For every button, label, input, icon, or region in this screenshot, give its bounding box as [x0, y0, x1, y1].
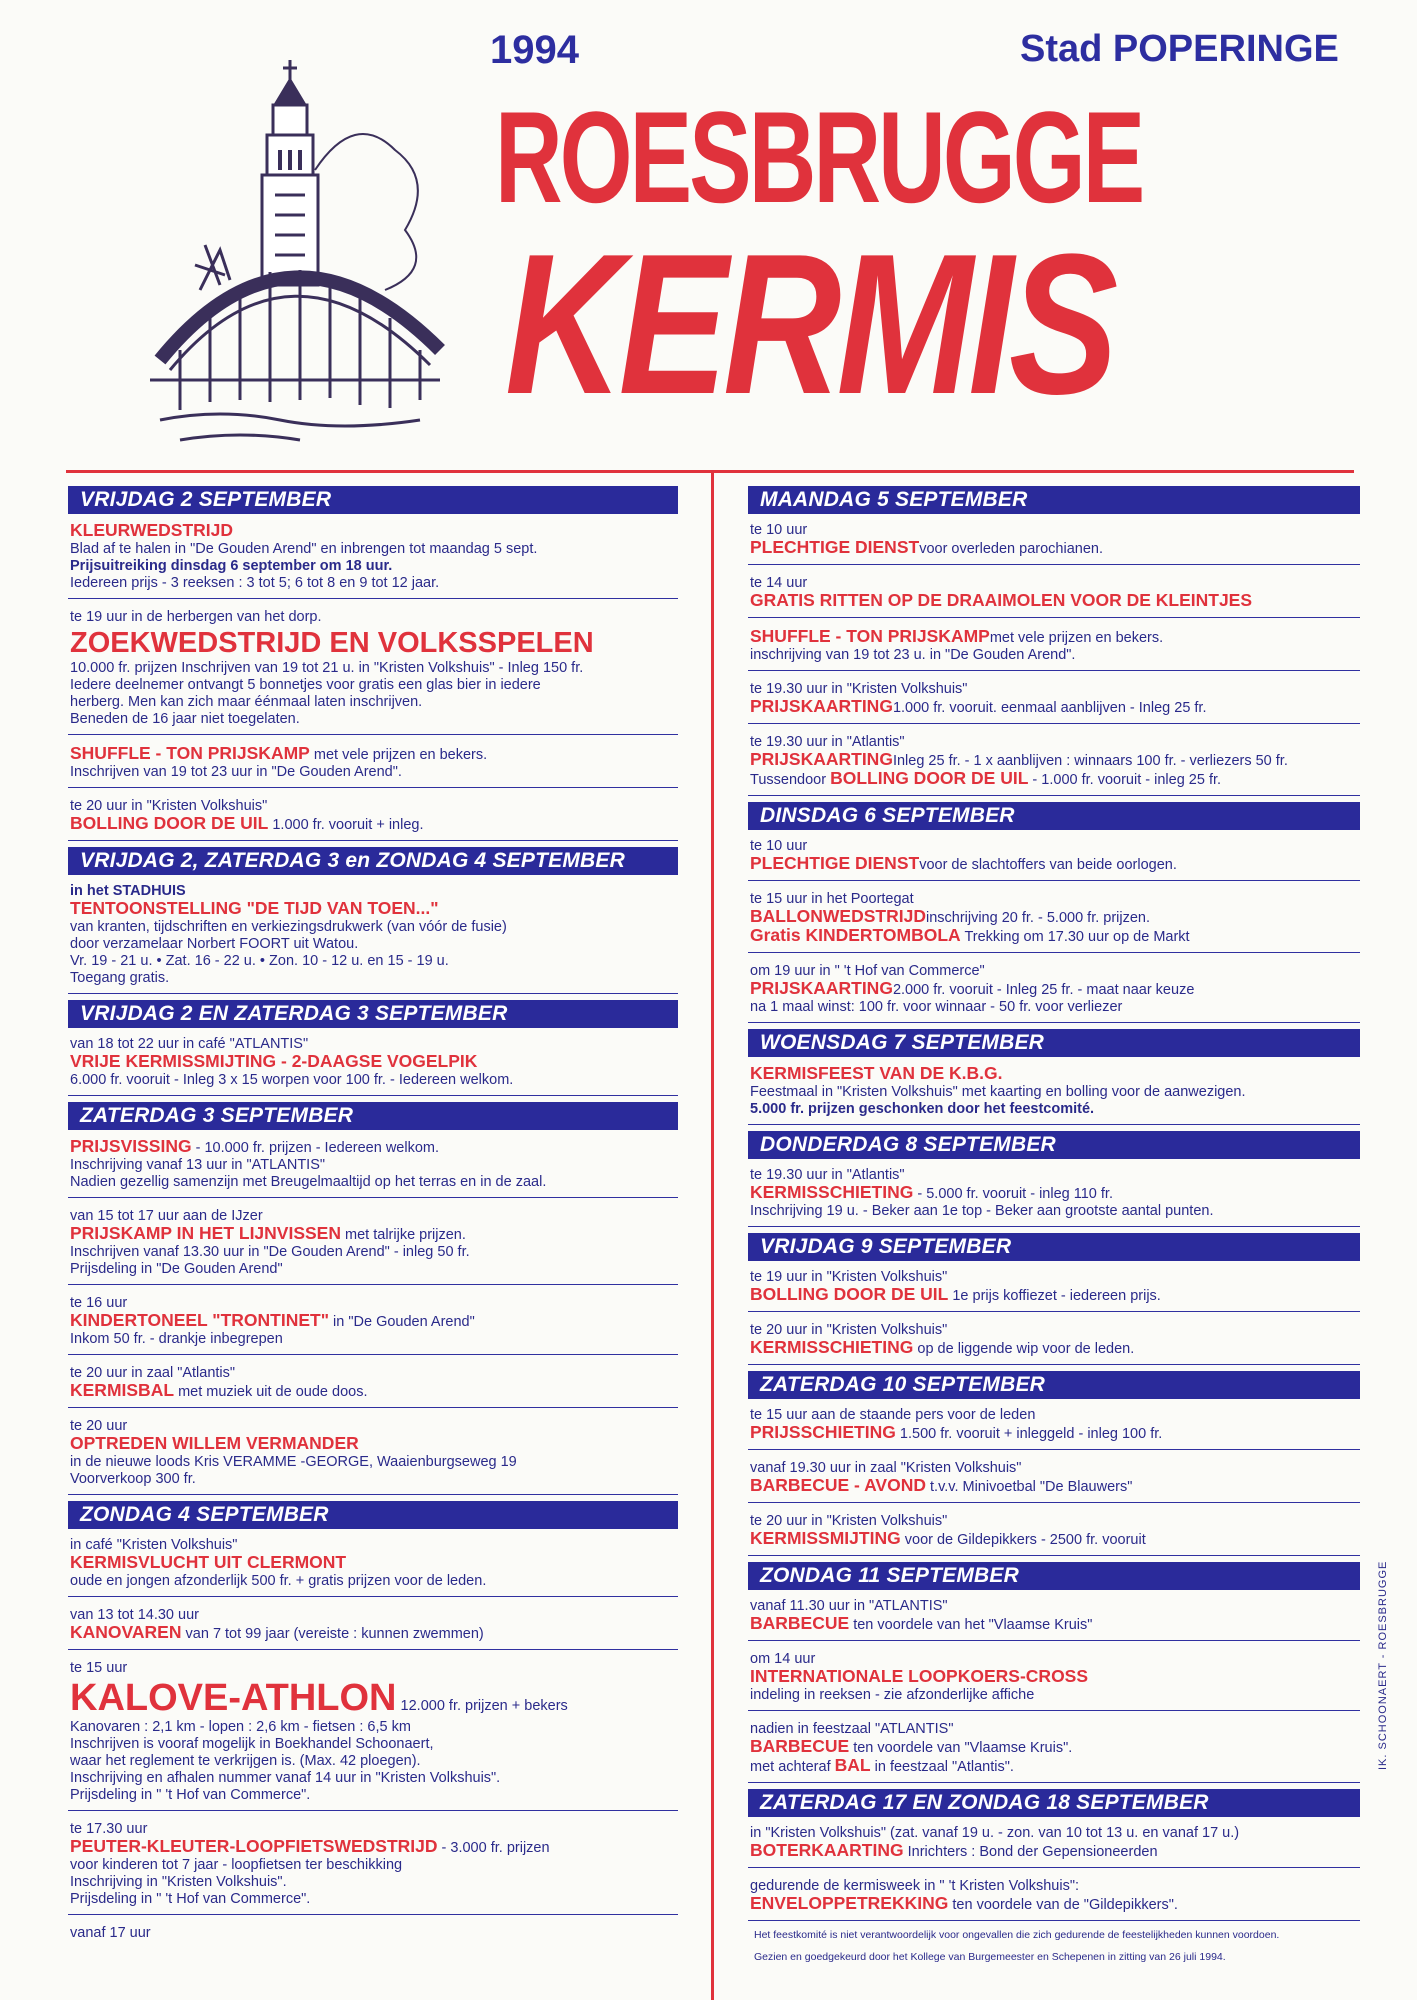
event-time: vanaf 17 uur [70, 1925, 151, 1941]
event-item [68, 1134, 678, 1198]
event-detail: ten voordele van het "Vlaamse Kruis" [853, 1617, 1093, 1633]
event-title: GRATIS RITTEN OP DE DRAAIMOLEN VOOR DE KLEINTJES [750, 590, 1253, 610]
event-time: van 13 tot 14.30 uur [70, 1607, 199, 1623]
event-detail: Prijsdeling in "De Gouden Arend" [70, 1261, 283, 1277]
disclaimer: Het feestkomité is niet verantwoordelijk voor ongevallen die zich gedurende de feestelijkheden kunnen voordoen. [754, 1929, 1280, 1941]
event-detail: 1.500 fr. vooruit + inleggeld - inleg 100 fr. [899, 1426, 1163, 1442]
event-detail: voor de slachtoffers van beide oorlogen. [919, 857, 1177, 873]
event-title: VRIJE KERMISSMIJTING - 2-DAAGSE VOGELPIK [70, 1051, 478, 1071]
event-detail: Inschrijven is vooraf mogelijk in Boekhandel Schoonaert, [70, 1736, 434, 1752]
event-title: KALOVE-ATHLON [70, 1677, 397, 1719]
event-time: vanaf 11.30 uur in "ATLANTIS" [750, 1598, 948, 1614]
event-detail: Prijsdeling in " 't Hof van Commerce". [70, 1891, 311, 1907]
event-item [748, 1318, 1360, 1365]
event-item [68, 1032, 678, 1096]
event-time: gedurende de kermisweek in " 't Kristen Volkshuis": [750, 1878, 1080, 1894]
event-detail: Prijsuitreiking dinsdag 6 september om 18 uur. [70, 558, 393, 574]
event-item [748, 1456, 1360, 1503]
event-title: BARBECUE [750, 1613, 850, 1633]
event-time: te 19.30 uur in "Atlantis" [750, 1167, 905, 1183]
event-item [68, 1603, 678, 1650]
event-item [68, 1414, 678, 1495]
event-item [68, 1817, 678, 1915]
event-title: INTERNATIONALE LOOPKOERS-CROSS [750, 1666, 1089, 1686]
poster-title-roesbrugge: ROESBRUGGE [495, 84, 1143, 230]
event-detail: door verzamelaar Norbert FOORT uit Watou. [70, 936, 359, 952]
event-item [68, 1533, 678, 1597]
event-detail: na 1 maal winst: 100 fr. voor winnaar - 50 fr. voor verliezer [750, 999, 1123, 1015]
event-item [748, 1594, 1360, 1641]
left-column [68, 482, 678, 1954]
church-bridge-illustration [140, 50, 460, 460]
event-title: BALLONWEDSTRIJD [750, 906, 926, 926]
event-detail: 5.000 fr. prijzen geschonken door het feestcomité. [750, 1101, 1095, 1117]
day-header: ZONDAG 11 SEPTEMBER [748, 1562, 1360, 1590]
event-item [748, 1163, 1360, 1227]
event-detail: ten voordele van de "Gildepikkers". [952, 1897, 1178, 1913]
event-time: te 19.30 uur in "Atlantis" [750, 734, 905, 750]
event-item [748, 1509, 1360, 1556]
event-title: KERMISSCHIETING [750, 1337, 914, 1357]
event-detail: Trekking om 17.30 uur op de Markt [964, 929, 1190, 945]
event-title: ZOEKWEDSTRIJD EN VOLKSSPELEN [70, 627, 594, 659]
event-title: BOLLING DOOR DE UIL [70, 813, 269, 833]
poster-title-kermis: KERMIS [505, 213, 1114, 436]
event-detail: Inrichters : Bond der Gepensioneerden [907, 1844, 1158, 1860]
event-time: in het STADHUIS [70, 883, 186, 899]
event-item [68, 1204, 678, 1285]
event-title: KANOVAREN [70, 1622, 182, 1642]
event-item [68, 879, 678, 994]
day-header: ZONDAG 4 SEPTEMBER [68, 1501, 678, 1529]
event-time: van 18 tot 22 uur in café "ATLANTIS" [70, 1036, 309, 1052]
event-title: BARBECUE [750, 1736, 850, 1756]
event-time: te 20 uur in "Kristen Volkshuis" [750, 1513, 948, 1529]
event-detail: - 1.000 fr. vooruit - inleg 25 fr. [1028, 772, 1222, 788]
event-title: KERMISFEEST VAN DE K.B.G. [750, 1063, 1003, 1083]
printer-credit: IK. SCHOONAERT - ROESBRUGGE [1377, 1560, 1389, 1770]
event-title: TENTOONSTELLING "DE TIJD VAN TOEN..." [70, 898, 439, 918]
event-detail: met vele prijzen en bekers. [313, 747, 488, 763]
event-detail: 12.000 fr. prijzen + bekers [400, 1698, 568, 1714]
event-item [748, 571, 1360, 618]
event-detail: Tussendoor [750, 772, 827, 788]
event-time: te 20 uur in "Kristen Volkshuis" [750, 1322, 948, 1338]
event-title: BOTERKAARTING [750, 1840, 904, 1860]
day-header: DONDERDAG 8 SEPTEMBER [748, 1131, 1360, 1159]
event-detail: herberg. Men kan zich maar éénmaal laten inschrijven. [70, 694, 423, 710]
day-header: DINSDAG 6 SEPTEMBER [748, 802, 1360, 830]
event-item [748, 1647, 1360, 1711]
event-detail: met talrijke prijzen. [345, 1227, 466, 1243]
event-detail: Kanovaren : 2,1 km - lopen : 2,6 km - fietsen : 6,5 km [70, 1719, 411, 1735]
event-time: te 10 uur [750, 838, 808, 854]
event-detail: Vr. 19 - 21 u. • Zat. 16 - 22 u. • Zon. 10 - 12 u. en 15 - 19 u. [70, 953, 449, 969]
event-item [748, 624, 1360, 671]
event-item [748, 730, 1360, 796]
event-detail: Inschrijving vanaf 13 uur in "ATLANTIS" [70, 1157, 326, 1173]
event-detail: t.v.v. Minivoetbal "De Blauwers" [930, 1479, 1133, 1495]
event-title: PLECHTIGE DIENST [750, 853, 920, 873]
day-header: VRIJDAG 9 SEPTEMBER [748, 1233, 1360, 1261]
event-item [68, 518, 678, 599]
day-header: ZATERDAG 10 SEPTEMBER [748, 1371, 1360, 1399]
event-detail: Inschrijving 19 u. - Beker aan 1e top - Beker aan grootste aantal punten. [750, 1203, 1214, 1219]
event-detail: Inschrijven van 19 tot 23 uur in "De Gouden Arend". [70, 764, 402, 780]
event-item [748, 1403, 1360, 1450]
day-header: ZATERDAG 17 EN ZONDAG 18 SEPTEMBER [748, 1789, 1360, 1817]
event-item [748, 1265, 1360, 1312]
year: 1994 [490, 28, 579, 72]
city-name: Stad POPERINGE [1020, 28, 1339, 70]
event-detail: Inkom 50 fr. - drankje inbegrepen [70, 1331, 283, 1347]
event-detail: met achteraf [750, 1759, 831, 1775]
event-title: KERMISSMIJTING [750, 1528, 901, 1548]
event-detail: Iedereen prijs - 3 reeksen : 3 tot 5; 6 tot 8 en 9 tot 12 jaar. [70, 575, 440, 591]
event-time: te 20 uur in "Kristen Volkshuis" [70, 798, 268, 814]
event-title: KLEURWEDSTRIJD [70, 520, 234, 540]
event-detail: oude en jongen afzonderlijk 500 fr. + gratis prijzen voor de leden. [70, 1573, 487, 1589]
event-detail: inschrijving 20 fr. - 5.000 fr. prijzen. [925, 910, 1151, 926]
day-header: MAANDAG 5 SEPTEMBER [748, 486, 1360, 514]
event-item [68, 1921, 678, 1948]
event-time: te 19 uur in "Kristen Volkshuis" [750, 1269, 948, 1285]
event-title: KERMISVLUCHT UIT CLERMONT [70, 1552, 347, 1572]
event-title: BOLLING DOOR DE UIL [830, 768, 1029, 788]
event-item [68, 741, 678, 788]
event-time: nadien in feestzaal "ATLANTIS" [750, 1721, 954, 1737]
event-title: PEUTER-KLEUTER-LOOPFIETSWEDSTRIJD [70, 1836, 438, 1856]
day-header: VRIJDAG 2 SEPTEMBER [68, 486, 678, 514]
event-title: PRIJSKAARTING [750, 749, 893, 769]
event-time: te 17.30 uur [70, 1821, 148, 1837]
event-title: OPTREDEN WILLEM VERMANDER [70, 1433, 359, 1453]
event-detail: Inschrijving en afhalen nummer vanaf 14 uur in "Kristen Volkshuis". [70, 1770, 501, 1786]
event-title: BARBECUE - AVOND [750, 1475, 926, 1495]
event-title: KERMISSCHIETING [750, 1182, 914, 1202]
event-title: PRIJSSCHIETING [750, 1422, 896, 1442]
header-divider [66, 470, 1354, 473]
event-detail: in feestzaal "Atlantis". [874, 1759, 1014, 1775]
event-detail: - 3.000 fr. prijzen [437, 1840, 550, 1856]
event-item [748, 677, 1360, 724]
event-detail: in "De Gouden Arend" [333, 1314, 475, 1330]
event-detail: waar het reglement te verkrijgen is. (Max. 42 ploegen). [70, 1753, 421, 1769]
event-title: BOLLING DOOR DE UIL [750, 1284, 949, 1304]
event-time: in café "Kristen Volkshuis" [70, 1537, 238, 1553]
event-item [68, 794, 678, 841]
event-time: van 15 tot 17 uur aan de IJzer [70, 1208, 263, 1224]
event-title: Gratis KINDERTOMBOLA [750, 925, 961, 945]
event-time: te 19 uur in de herbergen van het dorp. [70, 609, 322, 625]
event-title: PRIJSKAARTING [750, 696, 893, 716]
event-item [748, 887, 1360, 953]
event-detail: 6.000 fr. vooruit - Inleg 3 x 15 worpen voor 100 fr. - Iedereen welkom. [70, 1072, 514, 1088]
day-header: ZATERDAG 3 SEPTEMBER [68, 1102, 678, 1130]
event-title: KERMISBAL [70, 1380, 175, 1400]
day-header: VRIJDAG 2, ZATERDAG 3 en ZONDAG 4 SEPTEMBER [68, 847, 678, 875]
event-time: te 15 uur in het Poortegat [750, 891, 914, 907]
event-detail: op de liggende wip voor de leden. [917, 1341, 1135, 1357]
event-detail: Iedere deelnemer ontvangt 5 bonnetjes voor gratis een glas bier in iedere [70, 677, 541, 693]
event-detail: voor kinderen tot 7 jaar - loopfietsen ter beschikking [70, 1857, 403, 1873]
event-item [68, 1361, 678, 1408]
event-detail: 1e prijs koffiezet - iedereen prijs. [952, 1288, 1161, 1304]
event-item [748, 959, 1360, 1023]
event-title: BAL [834, 1755, 871, 1775]
event-time: in "Kristen Volkshuis" (zat. vanaf 19 u. - zon. van 10 tot 13 u. en vanaf 17 u.) [750, 1825, 1240, 1841]
event-detail: Inleg 25 fr. - 1 x aanblijven : winnaars 100 fr. - verliezers 50 fr. [892, 753, 1288, 769]
event-time: om 14 uur [750, 1651, 816, 1667]
event-item [748, 1821, 1360, 1868]
event-title: SHUFFLE - TON PRIJSKAMP [70, 743, 310, 763]
event-detail: 2.000 fr. vooruit - Inleg 25 fr. - maat naar keuze [892, 982, 1195, 998]
event-time: vanaf 19.30 uur in zaal "Kristen Volkshuis" [750, 1460, 1022, 1476]
event-detail: voor overleden parochianen. [919, 541, 1103, 557]
event-detail: met muziek uit de oude doos. [178, 1384, 368, 1400]
event-time: te 14 uur [750, 575, 808, 591]
event-detail: Blad af te halen in "De Gouden Arend" en inbrengen tot maandag 5 sept. [70, 541, 538, 557]
event-detail: 10.000 fr. prijzen Inschrijven van 19 tot 21 u. in "Kristen Volkshuis" - Inleg 150 fr. [70, 660, 584, 676]
event-title: ENVELOPPETREKKING [750, 1893, 949, 1913]
event-title: SHUFFLE - TON PRIJSKAMP [750, 626, 990, 646]
event-detail: Prijsdeling in " 't Hof van Commerce". [70, 1787, 311, 1803]
event-detail: Voorverkoop 300 fr. [70, 1471, 196, 1487]
event-item [748, 518, 1360, 565]
event-title: PLECHTIGE DIENST [750, 537, 920, 557]
event-time: te 20 uur [70, 1418, 128, 1434]
event-detail: 1.000 fr. vooruit + inleg. [272, 817, 424, 833]
event-detail: - 10.000 fr. prijzen - Iedereen welkom. [191, 1140, 440, 1156]
event-title: PRIJSKAARTING [750, 978, 893, 998]
day-header: WOENSDAG 7 SEPTEMBER [748, 1029, 1360, 1057]
event-time: te 20 uur in zaal "Atlantis" [70, 1365, 236, 1381]
event-item [748, 1874, 1360, 1921]
event-item [68, 1656, 678, 1811]
event-detail: voor de Gildepikkers - 2500 fr. vooruit [904, 1532, 1146, 1548]
event-item [748, 1717, 1360, 1783]
event-item [748, 834, 1360, 881]
event-time: te 19.30 uur in "Kristen Volkshuis" [750, 681, 968, 697]
approval-note: Gezien en goedgekeurd door het Kollege van Burgemeester en Schepenen in zitting van 26 juli 1994. [754, 1951, 1226, 1963]
event-detail: van kranten, tijdschriften en verkiezingsdrukwerk (van vóór de fusie) [70, 919, 507, 935]
event-item [68, 1291, 678, 1355]
event-detail: inschrijving van 19 tot 23 u. in "De Gouden Arend". [750, 647, 1076, 663]
right-column [748, 482, 1360, 1965]
day-header: VRIJDAG 2 EN ZATERDAG 3 SEPTEMBER [68, 1000, 678, 1028]
event-detail: Nadien gezellig samenzijn met Breugelmaaltijd op het terras en in de zaal. [70, 1174, 547, 1190]
event-detail: met vele prijzen en bekers. [989, 630, 1164, 646]
event-item [748, 1061, 1360, 1125]
event-time: om 19 uur in " 't Hof van Commerce" [750, 963, 985, 979]
event-detail: Beneden de 16 jaar niet toegelaten. [70, 711, 300, 727]
event-time: te 10 uur [750, 522, 808, 538]
event-time: te 15 uur aan de staande pers voor de leden [750, 1407, 1036, 1423]
event-detail: 1.000 fr. vooruit. eenmaal aanblijven - Inleg 25 fr. [892, 700, 1207, 716]
event-detail: indeling in reeksen - zie afzonderlijke affiche [750, 1687, 1035, 1703]
event-detail: Inschrijving in "Kristen Volkshuis". [70, 1874, 287, 1890]
event-title: PRIJSVISSING [70, 1136, 192, 1156]
event-detail: in de nieuwe loods Kris VERAMME -GEORGE, Waaienburgseweg 19 [70, 1454, 517, 1470]
event-detail: Toegang gratis. [70, 970, 170, 986]
event-title: PRIJSKAMP IN HET LIJNVISSEN [70, 1223, 341, 1243]
event-detail: ten voordele van "Vlaamse Kruis". [853, 1740, 1073, 1756]
event-detail: - 5.000 fr. vooruit - inleg 110 fr. [913, 1186, 1113, 1202]
event-time: te 15 uur [70, 1660, 128, 1676]
event-detail: Inschrijven vanaf 13.30 uur in "De Gouden Arend" - inleg 50 fr. [70, 1244, 470, 1260]
event-item [68, 605, 678, 735]
event-detail: van 7 tot 99 jaar (vereiste : kunnen zwemmen) [185, 1626, 484, 1642]
column-divider [711, 473, 714, 2000]
event-time: te 16 uur [70, 1295, 128, 1311]
event-detail: Feestmaal in "Kristen Volkshuis" met kaarting en bolling voor de aanwezigen. [750, 1084, 1246, 1100]
event-title: KINDERTONEEL "TRONTINET" [70, 1310, 330, 1330]
